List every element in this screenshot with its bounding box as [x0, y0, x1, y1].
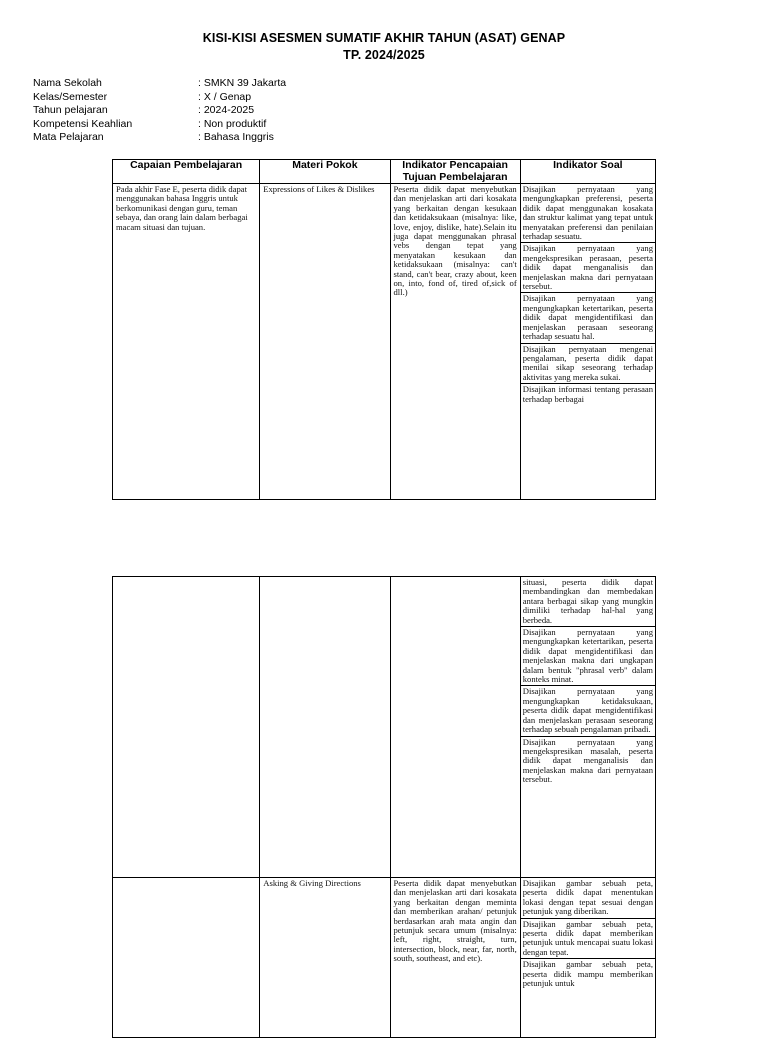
capaian-text: Pada akhir Fase E, peserta didik dapat menggunakan bahasa Inggris untuk berkomunikasi dengan guru, teman sebaya, dan orang lain dalam berbagai macam situasi dan tujuan.: [116, 184, 248, 232]
info-row-competency: [33, 118, 286, 132]
soal-cell: [520, 184, 655, 500]
grid-table-page2: [112, 576, 656, 1038]
table-row: [113, 184, 656, 500]
indikator-text: Peserta didik dapat menyebutkan dan menjelaskan arti dari kosakata yang berkaitan dengan kesukaan dan ketidaksukaan (misalnya: like, love, enjoy, dislike, hate).Selain itu juga dapat menggunakan phrasal vebs dengan tepat yang menyatakan kesukaan dan ketidaksukaan (misalnya: can't stand, can't bear, crazy about, keen on, into, fond of, tired of,sick of dll.): [393, 184, 517, 298]
materi-text: Expressions of Likes & Dislikes: [263, 184, 375, 194]
soal-item: Disajikan pernyataan yang mengungkapkan ketertarikan, peserta didik dapat mengidentifikasi dan menjelaskan makna dari ungkapan dalam bentuk "phrasal verb" dalam konteks minat.: [522, 627, 653, 685]
table-header-row: [113, 160, 656, 184]
info-row-school: [33, 77, 286, 91]
soal-cell: [520, 878, 655, 1038]
soal-item: Disajikan gambar sebuah peta, peserta didik dapat menentukan lokasi dengan tepat sesuai dengan petunjuk yang diberikan.: [522, 878, 653, 917]
soal-item: Disajikan gambar sebuah peta, peserta didik mampu memberikan petunjuk untuk: [522, 959, 653, 989]
materi-text: Asking & Giving Directions: [263, 878, 361, 888]
soal-item: Disajikan pernyataan yang mengungkapkan ketidaksukaan, peserta didik dapat mengidentifikasi dan menjelaskan perasaan seseorang terhadap sebuah pengalaman pribadi.: [522, 686, 653, 735]
materi-cell: [260, 184, 390, 500]
header-indikator-tp: Indikator Pencapaian Tujuan Pembelajaran: [390, 160, 520, 184]
header-capaian: Capaian Pembelajaran: [113, 160, 260, 184]
info-value: : SMKN 39 Jakarta: [198, 77, 287, 89]
info-row-year: [33, 104, 286, 118]
table-row: [113, 878, 656, 1038]
soal-item: Disajikan pernyataan yang mengekspresikan perasaan, peserta didik dapat menganalisis dan menjelaskan makna dari pernyataan tersebut.: [522, 243, 653, 292]
soal-item: Disajikan pernyataan mengenai pengalaman, peserta didik dapat menilai sikap seseorang terhadap aktivitas yang mereka sukai.: [522, 343, 653, 382]
soal-item: Disajikan pernyataan yang mengungkapkan preferensi, peserta didik dapat menggunakan kosakata dan struktur kalimat yang tepat untuk menyatakan preferensi dan penilaian terhadap sesuatu.: [522, 184, 653, 242]
info-value: : Non produktif: [198, 117, 267, 130]
info-label: Tahun pelajaran: [33, 104, 108, 116]
info-value: : Bahasa Inggris: [198, 131, 274, 143]
document-subtitle: TP. 2024/2025: [343, 48, 425, 62]
indikator-cell: [390, 184, 520, 500]
school-info: [33, 77, 286, 145]
indikator-cell: [390, 577, 520, 878]
capaian-cell: [113, 184, 260, 500]
soal-cell: [520, 577, 655, 878]
soal-item: Disajikan pernyataan yang mengungkapkan ketertarikan, peserta didik dapat mengidentifikasi dan menjelaskan perasaan seseorang terhadap sesuatu hal.: [522, 293, 653, 342]
info-label: Nama Sekolah: [33, 77, 102, 89]
info-label: Mata Pelajaran: [33, 131, 104, 143]
info-value: : 2024-2025: [198, 104, 255, 116]
indikator-cell: [390, 878, 520, 1038]
soal-item: Disajikan pernyataan yang mengekspresikan masalah, peserta didik dapat menganalisis dan menjelaskan makna dari pernyataan tersebut.: [522, 736, 653, 785]
header-materi: Materi Pokok: [260, 160, 390, 184]
materi-cell: [260, 878, 390, 1038]
indikator-text: Peserta didik dapat menyebutkan dan menjelaskan arti dari kosakata yang berkaitan dengan meminta dan memberikan arahan/ petunjuk berdasarkan arah mata angin dan petunjuk secara umum (misalnya: left, right, straight, turn, intersection, block, near, far, north, south, southeast, and etc).: [393, 878, 517, 964]
info-label: Kelas/Semester: [33, 90, 108, 103]
info-row-subject: [33, 131, 286, 145]
soal-item: situasi, peserta didik dapat membandingkan dan membedakan antara berbagai sikap yang mungkin dimiliki terhadap hal-hal yang berbeda.: [522, 577, 653, 625]
grid-table-page1: [112, 159, 656, 500]
soal-item: Disajikan gambar sebuah peta, peserta didik dapat memberikan petunjuk untuk mencapai suatu lokasi dengan tepat.: [522, 918, 653, 957]
info-row-class: [33, 91, 286, 105]
document-title: KISI-KISI ASESMEN SUMATIF AKHIR TAHUN (ASAT) GENAP: [202, 31, 566, 45]
soal-item: Disajikan informasi tentang perasaan terhadap berbagai: [522, 384, 653, 404]
materi-cell: [260, 577, 390, 878]
capaian-cell: [113, 577, 260, 878]
header-indikator-soal: Indikator Soal: [520, 160, 655, 184]
capaian-cell: [113, 878, 260, 1038]
info-label: Kompetensi Keahlian: [33, 117, 133, 130]
info-value: : X / Genap: [198, 90, 252, 103]
table-row: [113, 577, 656, 878]
